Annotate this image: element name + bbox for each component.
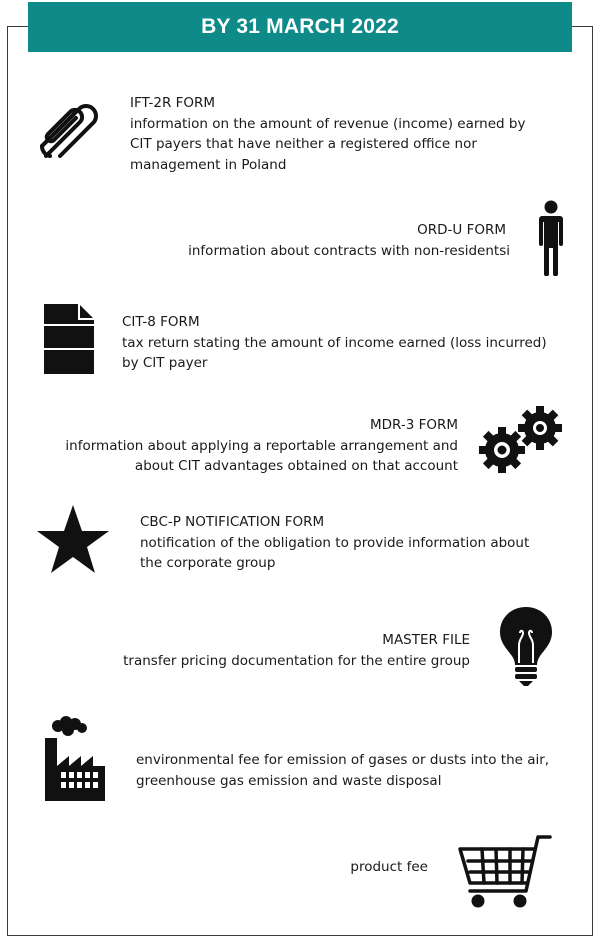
item-title: IFT-2R FORM [130, 95, 216, 111]
person-icon [536, 200, 566, 276]
star-icon [36, 503, 110, 575]
item-title: ORD-U FORM [417, 222, 506, 238]
item-title: CIT-8 FORM [122, 314, 200, 330]
item-ord-u [170, 220, 510, 261]
item-ift-2r [130, 93, 550, 175]
item-description: notification of the obligation to provide information about the corporate group [140, 534, 530, 571]
item-product-fee [300, 857, 428, 878]
lightbulb-icon [498, 605, 554, 687]
item-master-file [120, 630, 470, 671]
page-title: BY 31 MARCH 2022 [28, 2, 572, 52]
item-environmental-fee [136, 750, 556, 791]
item-description: information about contracts with non-residentsi [188, 242, 510, 259]
factory-icon [44, 716, 106, 802]
item-cbc-p [140, 512, 550, 574]
paperclip-icon [34, 98, 106, 170]
item-mdr-3 [30, 415, 458, 477]
item-description: information on the amount of revenue (income) earned by CIT payers that have neither a registered office nor management in Poland [130, 115, 526, 173]
item-description: environmental fee for emission of gases or dusts into the air, greenhouse gas emission and waste disposal [136, 752, 550, 789]
item-description: tax return stating the amount of income earned (loss incurred) by CIT payer [122, 334, 547, 371]
item-title: CBC-P NOTIFICATION FORM [140, 514, 325, 530]
shopping-cart-icon [456, 833, 554, 911]
item-cit-8 [122, 312, 552, 374]
item-title: MDR-3 FORM [369, 417, 458, 433]
item-description: transfer pricing documentation for the entire group [123, 652, 470, 669]
item-description: product fee [350, 859, 428, 875]
document-icon [43, 303, 95, 375]
item-title: MASTER FILE [382, 632, 470, 648]
gears-icon [478, 404, 566, 476]
item-description: information about applying a reportable arrangement and about CIT advantages obtained on that account [65, 437, 458, 474]
